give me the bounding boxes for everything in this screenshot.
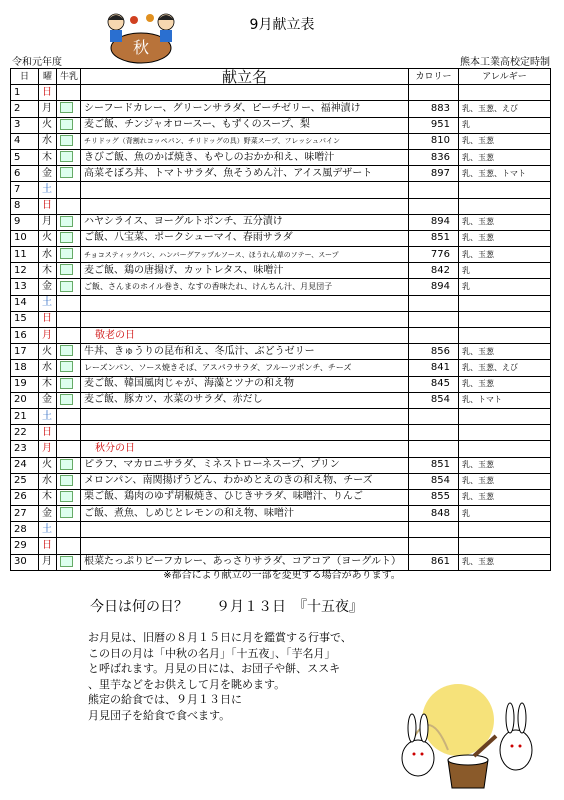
menu-cell (81, 522, 409, 538)
description-line: と呼ばれます。月見の日には、お団子や餅、ススキ (88, 662, 341, 675)
menu-row (11, 376, 551, 392)
calorie-cell: 894 (409, 214, 459, 230)
calorie-cell: 854 (409, 473, 459, 489)
milk-cell (57, 182, 81, 198)
menu-table (10, 68, 551, 571)
milk-cell (57, 198, 81, 214)
milk-carton-icon (60, 491, 73, 502)
milk-cell (57, 489, 81, 505)
allergy-cell: 乳、玉葱 (459, 133, 551, 149)
milk-cell (57, 457, 81, 473)
weekday-cell: 火 (39, 344, 57, 360)
milk-cell (57, 408, 81, 424)
allergy-cell (459, 425, 551, 441)
menu-cell: 牛丼、きゅうりの昆布和え、冬瓜汁、ぶどうゼリー (81, 344, 409, 360)
menu-cell: 栗ご飯、鶏肉のゆず胡椒焼き、ひじきサラダ、味噌汁、りんご (81, 489, 409, 505)
weekday-cell: 日 (39, 85, 57, 101)
menu-cell: 敬老の日 (81, 328, 409, 344)
allergy-cell: 乳、玉葱 (459, 489, 551, 505)
calorie-cell: 855 (409, 489, 459, 505)
menu-cell (81, 425, 409, 441)
calorie-cell (409, 85, 459, 101)
menu-row (11, 425, 551, 441)
calorie-cell: 848 (409, 506, 459, 522)
milk-carton-icon (60, 475, 73, 486)
day-cell: 9 (11, 214, 39, 230)
day-cell: 4 (11, 133, 39, 149)
menu-cell: チリドッグ（背割れコッペパン、チリドッグの具）野菜スープ、フレッシュパイン (81, 133, 409, 149)
weekday-cell: 金 (39, 506, 57, 522)
milk-carton-icon (60, 459, 73, 470)
allergy-cell (459, 408, 551, 424)
description-line: 、里芋などをお供えして月を眺めます。 (88, 677, 286, 691)
menu-cell (81, 85, 409, 101)
day-cell: 21 (11, 408, 39, 424)
milk-cell (57, 166, 81, 182)
milk-cell (57, 101, 81, 117)
milk-cell (57, 117, 81, 133)
menu-row (11, 328, 551, 344)
calorie-cell (409, 425, 459, 441)
milk-cell (57, 344, 81, 360)
weekday-cell: 月 (39, 554, 57, 570)
calorie-cell: 894 (409, 279, 459, 295)
day-cell: 12 (11, 263, 39, 279)
calorie-cell: 845 (409, 376, 459, 392)
calorie-cell: 851 (409, 230, 459, 246)
description-line: この日の月は「中秋の名月」「十五夜」、「芋名月」 (88, 646, 336, 660)
weekday-cell: 水 (39, 133, 57, 149)
menu-row (11, 149, 551, 165)
milk-carton-icon (60, 378, 73, 389)
calorie-cell (409, 538, 459, 554)
day-cell: 27 (11, 506, 39, 522)
day-cell: 13 (11, 279, 39, 295)
calorie-cell (409, 408, 459, 424)
calorie-cell: 883 (409, 101, 459, 117)
milk-cell (57, 538, 81, 554)
calorie-cell: 897 (409, 166, 459, 182)
change-notice: ※都合により献立の一部を変更する場合があります。 (163, 570, 401, 581)
col-header-day: 日 (11, 69, 39, 85)
menu-cell: ご飯、八宝菜、ポークシューマイ、春雨サラダ (81, 230, 409, 246)
milk-cell (57, 295, 81, 311)
menu-row (11, 279, 551, 295)
milk-cell (57, 85, 81, 101)
milk-carton-icon (60, 151, 73, 162)
menu-cell (81, 311, 409, 327)
milk-carton-icon (60, 281, 73, 292)
day-cell: 24 (11, 457, 39, 473)
calorie-cell: 776 (409, 247, 459, 263)
day-cell: 22 (11, 425, 39, 441)
col-header-weekday: 曜 (39, 69, 57, 85)
allergy-cell: 乳、玉葱 (459, 554, 551, 570)
day-cell: 25 (11, 473, 39, 489)
menu-cell (81, 295, 409, 311)
weekday-cell: 月 (39, 328, 57, 344)
allergy-cell: 乳 (459, 263, 551, 279)
milk-carton-icon (60, 167, 73, 178)
description-line: お月見は、旧暦の８月１５日に月を鑑賞する行事で、 (88, 631, 352, 644)
col-header-calorie: カロリー (409, 69, 459, 85)
description-line: 月見団子を給食で食べます。 (88, 708, 231, 722)
milk-cell (57, 214, 81, 230)
menu-row (11, 344, 551, 360)
day-cell: 16 (11, 328, 39, 344)
milk-cell (57, 506, 81, 522)
weekday-cell: 土 (39, 295, 57, 311)
menu-row (11, 85, 551, 101)
weekday-cell: 土 (39, 522, 57, 538)
weekday-cell: 日 (39, 538, 57, 554)
menu-row (11, 295, 551, 311)
menu-cell: チョコスティックパン、ハンバーグアップルソース、ほうれん草のソテー、スープ (81, 247, 409, 263)
milk-carton-icon (60, 361, 73, 372)
weekday-cell: 日 (39, 198, 57, 214)
allergy-cell: 乳、玉葱、トマト (459, 166, 551, 182)
fiscal-year-label: 令和元年度 (12, 57, 62, 68)
menu-row (11, 538, 551, 554)
calorie-cell: 854 (409, 392, 459, 408)
allergy-cell (459, 182, 551, 198)
allergy-cell: 乳、玉葱、えび (459, 360, 551, 376)
allergy-cell (459, 328, 551, 344)
weekday-cell: 日 (39, 311, 57, 327)
weekday-cell: 水 (39, 360, 57, 376)
description-line: 熊定の給食では、９月１３日に (88, 693, 242, 706)
menu-cell: 麦ご飯、韓国風肉じゃが、海藻とツナの和え物 (81, 376, 409, 392)
menu-cell (81, 408, 409, 424)
calorie-cell: 861 (409, 554, 459, 570)
allergy-cell (459, 441, 551, 457)
menu-row (11, 473, 551, 489)
weekday-cell: 金 (39, 392, 57, 408)
weekday-cell: 木 (39, 263, 57, 279)
weekday-cell: 火 (39, 117, 57, 133)
menu-cell: 麦ご飯、豚カツ、水菜のサラダ、赤だし (81, 392, 409, 408)
menu-row (11, 230, 551, 246)
calorie-cell (409, 295, 459, 311)
autumn-kids-illustration (96, 8, 186, 68)
menu-cell (81, 538, 409, 554)
weekday-cell: 水 (39, 473, 57, 489)
weekday-cell: 火 (39, 457, 57, 473)
milk-cell (57, 376, 81, 392)
allergy-cell (459, 85, 551, 101)
allergy-cell: 乳、トマト (459, 392, 551, 408)
menu-row (11, 263, 551, 279)
weekday-cell: 水 (39, 247, 57, 263)
calorie-cell (409, 311, 459, 327)
day-cell: 1 (11, 85, 39, 101)
menu-row (11, 247, 551, 263)
menu-cell: 高菜そぼろ丼、トマトサラダ、魚そうめん汁、アイス風デザート (81, 166, 409, 182)
weekday-cell: 土 (39, 182, 57, 198)
allergy-cell (459, 522, 551, 538)
allergy-cell: 乳、玉葱 (459, 214, 551, 230)
allergy-cell: 乳、玉葱 (459, 149, 551, 165)
weekday-cell: 火 (39, 230, 57, 246)
menu-cell: 根菜たっぷりビーフカレー、あっさりサラダ、コアコア（ヨーグルト） (81, 554, 409, 570)
allergy-cell (459, 295, 551, 311)
menu-cell: ピラフ、マカロニサラダ、ミネストローネスープ、プリン (81, 457, 409, 473)
milk-cell (57, 279, 81, 295)
milk-cell (57, 392, 81, 408)
weekday-cell: 日 (39, 425, 57, 441)
milk-cell (57, 328, 81, 344)
weekday-cell: 木 (39, 489, 57, 505)
menu-row (11, 506, 551, 522)
milk-cell (57, 522, 81, 538)
day-cell: 18 (11, 360, 39, 376)
calorie-cell: 810 (409, 133, 459, 149)
calorie-cell: 842 (409, 263, 459, 279)
calorie-cell (409, 328, 459, 344)
milk-cell (57, 425, 81, 441)
col-header-menu: 献立名 (81, 69, 409, 85)
allergy-cell (459, 311, 551, 327)
milk-carton-icon (60, 264, 73, 275)
milk-carton-icon (60, 232, 73, 243)
milk-cell (57, 473, 81, 489)
calorie-cell (409, 441, 459, 457)
weekday-cell: 月 (39, 214, 57, 230)
page-title: 9月献立表 (249, 17, 315, 33)
milk-cell (57, 133, 81, 149)
calorie-cell: 851 (409, 457, 459, 473)
menu-cell: 秋分の日 (81, 441, 409, 457)
day-cell: 6 (11, 166, 39, 182)
milk-cell (57, 247, 81, 263)
menu-cell: ご飯、さんまのホイル巻き、なすの香味たれ、けんちん汁、月見団子 (81, 279, 409, 295)
day-cell: 5 (11, 149, 39, 165)
calorie-cell (409, 182, 459, 198)
menu-row (11, 408, 551, 424)
milk-carton-icon (60, 216, 73, 227)
menu-cell: メロンパン、南関揚げうどん、わかめとえのきの和え物、チーズ (81, 473, 409, 489)
menu-cell (81, 198, 409, 214)
milk-cell (57, 263, 81, 279)
milk-carton-icon (60, 394, 73, 405)
menu-cell: 麦ご飯、チンジャオロースー、もずくのスープ、梨 (81, 117, 409, 133)
school-name: 熊本工業高校定時制 (460, 57, 550, 68)
allergy-cell: 乳、玉葱 (459, 247, 551, 263)
menu-cell: ハヤシライス、ヨーグルトポンチ、五分漬け (81, 214, 409, 230)
allergy-cell: 乳、玉葱 (459, 473, 551, 489)
menu-cell: シーフードカレー、グリーンサラダ、ピーチゼリー、福神漬け (81, 101, 409, 117)
calorie-cell: 836 (409, 149, 459, 165)
day-cell: 20 (11, 392, 39, 408)
milk-carton-icon (60, 345, 73, 356)
menu-row (11, 522, 551, 538)
weekday-cell: 金 (39, 279, 57, 295)
weekday-cell: 土 (39, 408, 57, 424)
day-cell: 14 (11, 295, 39, 311)
menu-row (11, 166, 551, 182)
day-cell: 15 (11, 311, 39, 327)
allergy-cell: 乳 (459, 279, 551, 295)
milk-cell (57, 360, 81, 376)
calorie-cell: 856 (409, 344, 459, 360)
milk-carton-icon (60, 507, 73, 518)
milk-carton-icon (60, 119, 73, 130)
calorie-cell: 841 (409, 360, 459, 376)
milk-cell (57, 441, 81, 457)
menu-cell: レーズンパン、ソース焼きそば、アスパラサラダ、フルーツポンチ、チーズ (81, 360, 409, 376)
menu-row (11, 311, 551, 327)
allergy-cell: 乳、玉葱、えび (459, 101, 551, 117)
col-header-allergy: アレルギー (459, 69, 551, 85)
milk-cell (57, 311, 81, 327)
menu-row (11, 457, 551, 473)
menu-cell: きびご飯、魚のかば焼き、もやしのおかか和え、味噌汁 (81, 149, 409, 165)
day-cell: 11 (11, 247, 39, 263)
day-cell: 30 (11, 554, 39, 570)
milk-carton-icon (60, 102, 73, 113)
menu-row (11, 133, 551, 149)
weekday-cell: 金 (39, 166, 57, 182)
day-cell: 28 (11, 522, 39, 538)
allergy-cell: 乳、玉葱 (459, 457, 551, 473)
weekday-cell: 木 (39, 149, 57, 165)
menu-row (11, 117, 551, 133)
logo-text: 秋 (132, 38, 150, 57)
day-cell: 17 (11, 344, 39, 360)
menu-row (11, 441, 551, 457)
allergy-cell: 乳 (459, 117, 551, 133)
menu-cell: 麦ご飯、鶏の唐揚げ、カットレタス、味噌汁 (81, 263, 409, 279)
menu-row (11, 214, 551, 230)
menu-row (11, 392, 551, 408)
day-cell: 10 (11, 230, 39, 246)
allergy-cell: 乳、玉葱 (459, 230, 551, 246)
day-cell: 29 (11, 538, 39, 554)
menu-cell: ご飯、煮魚、しめじとレモンの和え物、味噌汁 (81, 506, 409, 522)
allergy-cell: 乳、玉葱 (459, 376, 551, 392)
col-header-milk: 牛乳 (57, 69, 81, 85)
milk-cell (57, 149, 81, 165)
day-cell: 2 (11, 101, 39, 117)
calorie-cell (409, 522, 459, 538)
calorie-cell: 951 (409, 117, 459, 133)
calorie-cell (409, 198, 459, 214)
menu-row (11, 101, 551, 117)
weekday-cell: 月 (39, 441, 57, 457)
day-cell: 26 (11, 489, 39, 505)
allergy-cell: 乳 (459, 506, 551, 522)
weekday-cell: 月 (39, 101, 57, 117)
moon-rabbits-illustration (388, 680, 548, 792)
day-cell: 3 (11, 117, 39, 133)
day-cell: 8 (11, 198, 39, 214)
menu-row (11, 198, 551, 214)
milk-carton-icon (60, 135, 73, 146)
allergy-cell (459, 538, 551, 554)
day-cell: 19 (11, 376, 39, 392)
milk-carton-icon (60, 248, 73, 259)
allergy-cell: 乳、玉葱 (459, 344, 551, 360)
day-cell: 23 (11, 441, 39, 457)
menu-row (11, 182, 551, 198)
today-heading: 今日は何の日？ ９月１３日 『十五夜』 (90, 599, 363, 615)
day-cell: 7 (11, 182, 39, 198)
menu-cell (81, 182, 409, 198)
allergy-cell (459, 198, 551, 214)
milk-cell (57, 230, 81, 246)
menu-row (11, 489, 551, 505)
weekday-cell: 木 (39, 376, 57, 392)
menu-row (11, 360, 551, 376)
